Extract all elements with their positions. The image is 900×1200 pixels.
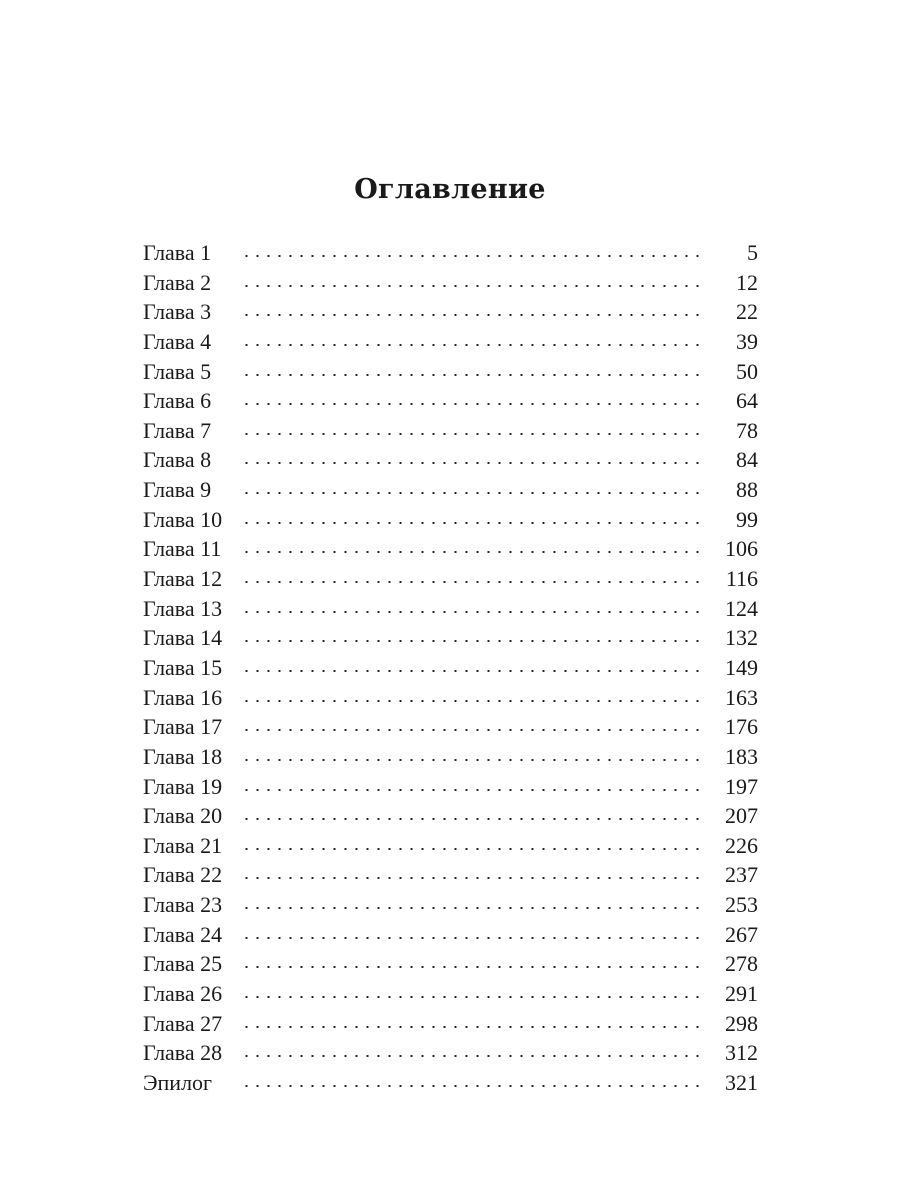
toc-entry-page-number: 84	[736, 447, 758, 473]
dot-leader	[241, 996, 701, 998]
dot-leader	[241, 729, 701, 731]
toc-entry-page-number: 321	[725, 1069, 758, 1095]
toc-entry	[143, 653, 758, 683]
toc-entry	[143, 564, 758, 594]
toc-entry-label: Глава 10	[143, 505, 222, 535]
toc-entry-label: Глава 28	[143, 1038, 222, 1068]
dot-leader	[241, 1055, 701, 1057]
toc-entry-page-number: 50	[736, 358, 758, 384]
toc-entry-label: Глава 7	[143, 416, 211, 446]
toc-entry-page-number: 237	[725, 862, 758, 888]
toc-entry	[143, 594, 758, 624]
dot-leader	[241, 640, 701, 642]
toc-entry	[143, 831, 758, 861]
toc-entry	[143, 357, 758, 387]
toc-entry-label: Глава 27	[143, 1009, 222, 1039]
toc-entry-page-number: 291	[725, 981, 758, 1007]
toc-entry-page-number: 132	[725, 625, 758, 651]
toc-entry-page-number: 116	[725, 566, 758, 592]
toc-entry	[143, 1068, 758, 1098]
toc-entry-label: Глава 19	[143, 772, 222, 802]
dot-leader	[241, 551, 701, 553]
toc-entry-page-number: 5	[747, 240, 758, 265]
toc-entry-label: Глава 14	[143, 623, 222, 653]
dot-leader	[241, 670, 701, 672]
dot-leader	[241, 285, 701, 287]
toc-entry	[143, 683, 758, 713]
toc-entry-label: Глава 22	[143, 860, 222, 890]
toc-entry-page-number: 267	[725, 921, 758, 947]
toc-entry-label: Глава 11	[143, 534, 221, 564]
toc-entry-label: Глава 9	[143, 475, 211, 505]
dot-leader	[241, 789, 701, 791]
toc-entry-label: Глава 25	[143, 949, 222, 979]
toc-entry-label: Глава 13	[143, 594, 222, 624]
toc-entry-page-number: 99	[736, 506, 758, 532]
toc-entry-label: Глава 2	[143, 268, 211, 298]
toc-entry-page-number: 88	[736, 477, 758, 503]
table-of-contents	[143, 238, 758, 1098]
toc-entry	[143, 712, 758, 742]
dot-leader	[241, 818, 701, 820]
toc-entry-label: Глава 18	[143, 742, 222, 772]
toc-entry-page-number: 312	[725, 1040, 758, 1066]
toc-entry-page-number: 183	[725, 743, 758, 769]
toc-entry-label: Эпилог	[143, 1068, 212, 1098]
toc-entry-label: Глава 21	[143, 831, 222, 861]
toc-entry-page-number: 207	[725, 803, 758, 829]
toc-entry	[143, 890, 758, 920]
dot-leader	[241, 966, 701, 968]
dot-leader	[241, 877, 701, 879]
toc-entry-label: Глава 6	[143, 386, 211, 416]
dot-leader	[241, 462, 701, 464]
toc-entry-label: Глава 20	[143, 801, 222, 831]
page-title: Оглавление	[354, 174, 546, 205]
dot-leader	[241, 433, 701, 435]
toc-entry-label: Глава 4	[143, 327, 211, 357]
toc-entry	[143, 1009, 758, 1039]
toc-entry-page-number: 298	[725, 1010, 758, 1036]
dot-leader	[241, 492, 701, 494]
dot-leader	[241, 1026, 701, 1028]
toc-entry-page-number: 39	[736, 328, 758, 354]
dot-leader	[241, 759, 701, 761]
toc-entry	[143, 238, 758, 268]
dot-leader	[241, 255, 701, 257]
dot-leader	[241, 848, 701, 850]
toc-entry-label: Глава 16	[143, 683, 222, 713]
toc-entry-label: Глава 23	[143, 890, 222, 920]
toc-entry-page-number: 78	[736, 417, 758, 443]
dot-leader	[241, 907, 701, 909]
toc-entry	[143, 505, 758, 535]
toc-entry	[143, 416, 758, 446]
toc-entry	[143, 297, 758, 327]
toc-entry	[143, 268, 758, 298]
toc-entry-label: Глава 26	[143, 979, 222, 1009]
toc-entry	[143, 1038, 758, 1068]
toc-entry-label: Глава 5	[143, 357, 211, 387]
toc-entry-label: Глава 15	[143, 653, 222, 683]
toc-entry-label: Глава 1	[143, 238, 211, 268]
toc-entry-label: Глава 8	[143, 445, 211, 475]
toc-entry-page-number: 163	[725, 684, 758, 710]
toc-entry	[143, 475, 758, 505]
toc-entry	[143, 772, 758, 802]
toc-entry-page-number: 149	[725, 654, 758, 680]
toc-entry-label: Глава 3	[143, 297, 211, 327]
toc-entry	[143, 920, 758, 950]
toc-entry	[143, 386, 758, 416]
toc-entry-page-number: 253	[725, 892, 758, 918]
toc-entry-label: Глава 24	[143, 920, 222, 950]
dot-leader	[241, 374, 701, 376]
toc-entry	[143, 860, 758, 890]
toc-entry-page-number: 106	[725, 536, 758, 562]
toc-entry	[143, 623, 758, 653]
dot-leader	[241, 611, 701, 613]
dot-leader	[241, 581, 701, 583]
toc-entry	[143, 534, 758, 564]
toc-entry	[143, 327, 758, 357]
dot-leader	[241, 1085, 701, 1087]
toc-entry-page-number: 22	[736, 299, 758, 325]
toc-entry	[143, 949, 758, 979]
dot-leader	[241, 522, 701, 524]
toc-entry-page-number: 176	[725, 714, 758, 740]
toc-entry	[143, 801, 758, 831]
toc-entry-page-number: 197	[725, 773, 758, 799]
toc-entry-page-number: 124	[725, 595, 758, 621]
toc-entry-page-number: 278	[725, 951, 758, 977]
dot-leader	[241, 937, 701, 939]
toc-entry	[143, 445, 758, 475]
toc-entry-page-number: 226	[725, 832, 758, 858]
dot-leader	[241, 344, 701, 346]
dot-leader	[241, 314, 701, 316]
dot-leader	[241, 403, 701, 405]
toc-entry	[143, 979, 758, 1009]
toc-entry	[143, 742, 758, 772]
toc-entry-page-number: 12	[736, 269, 758, 295]
dot-leader	[241, 700, 701, 702]
toc-entry-page-number: 64	[736, 388, 758, 414]
toc-entry-label: Глава 17	[143, 712, 222, 742]
toc-entry-label: Глава 12	[143, 564, 222, 594]
